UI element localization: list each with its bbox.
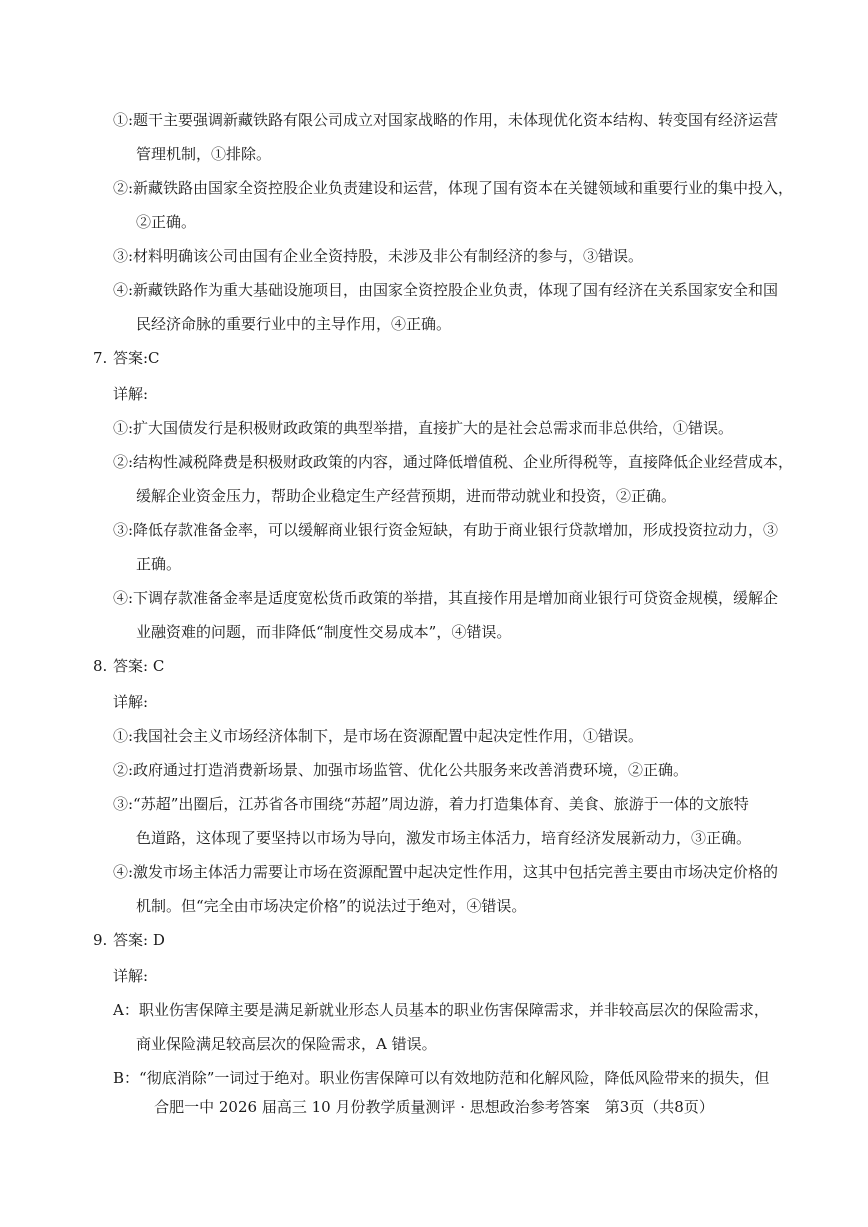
q6-item-1-line-1: ①:题干主要强调新藏铁路有限公司成立对国家战略的作用，未体现优化资本结构、转变国有经济运营 bbox=[113, 111, 779, 129]
q7-item-4-line-2: 业融资难的问题，而非降低“制度性交易成本”，④错误。 bbox=[136, 623, 512, 641]
q8-detail-label: 详解: bbox=[113, 693, 149, 711]
q7-detail-label: 详解: bbox=[113, 385, 149, 403]
page-footer: 合肥一中 2026 届高三 10 月份教学质量测评 · 思想政治参考答案 第3页（共8页） bbox=[154, 1098, 714, 1116]
q9-option-a-line-1: A：职业伤害保障主要是满足新就业形态人员基本的职业伤害保障需求，并非较高层次的保险需求， bbox=[113, 1001, 769, 1019]
q7-item-3-line-2: 正确。 bbox=[136, 555, 182, 573]
q7-number: 7. bbox=[93, 349, 108, 367]
q8-answer: 答案: C bbox=[113, 657, 165, 675]
q9-number: 9. bbox=[93, 931, 108, 949]
q7-item-2-line-2: 缓解企业资金压力，帮助企业稳定生产经营预期，进而带动就业和投资，②正确。 bbox=[136, 487, 677, 505]
q6-item-4-line-2: 民经济命脉的重要行业中的主导作用，④正确。 bbox=[136, 315, 452, 333]
q9-answer: 答案: D bbox=[113, 931, 165, 949]
q8-item-2-line-1: ②:政府通过打造消费新场景、加强市场监管、优化公共服务来改善消费环境，②正确。 bbox=[113, 761, 689, 779]
q7-answer: 答案:C bbox=[113, 349, 160, 367]
q8-item-4-line-2: 机制。但“完全由市场决定价格”的说法过于绝对，④错误。 bbox=[136, 897, 527, 915]
q6-item-1-line-2: 管理机制，①排除。 bbox=[136, 145, 272, 163]
q7-item-2-line-1: ②:结构性减税降费是积极财政政策的内容，通过降低增值税、企业所得税等，直接降低企业经营成本， bbox=[113, 453, 794, 471]
q7-item-1-line-1: ①:扩大国债发行是积极财政政策的典型举措，直接扩大的是社会总需求而非总供给，①错误。 bbox=[113, 419, 734, 437]
q8-number: 8. bbox=[93, 657, 108, 675]
q6-item-4-line-1: ④:新藏铁路作为重大基础设施项目，由国家全资控股企业负责，体现了国有经济在关系国家安全和国 bbox=[113, 281, 779, 299]
q7-item-4-line-1: ④:下调存款准备金率是适度宽松货币政策的举措，其直接作用是增加商业银行可贷资金规模，缓解企 bbox=[113, 589, 779, 607]
q6-item-2-line-2: ②正确。 bbox=[136, 213, 197, 231]
q9-option-b-line-1: B：“彻底消除”一词过于绝对。职业伤害保障可以有效地防范和化解风险，降低风险带来的损失，但 bbox=[113, 1069, 770, 1087]
q8-item-4-line-1: ④:激发市场主体活力需要让市场在资源配置中起决定性作用，这其中包括完善主要由市场决定价格的 bbox=[113, 863, 779, 881]
q8-item-1-line-1: ①:我国社会主义市场经济体制下，是市场在资源配置中起决定性作用，①错误。 bbox=[113, 727, 644, 745]
q8-item-3-line-1: ③:“苏超”出圈后，江苏省各市围绕“苏超”周边游，着力打造集体育、美食、旅游于一体的文旅特 bbox=[113, 795, 749, 813]
q6-item-3-line-1: ③:材料明确该公司由国有企业全资持股，未涉及非公有制经济的参与，③错误。 bbox=[113, 247, 644, 265]
q6-item-2-line-1: ②:新藏铁路由国家全资控股企业负责建设和运营，体现了国有资本在关键领域和重要行业的集中投入， bbox=[113, 179, 794, 197]
q8-item-3-line-2: 色道路，这体现了要坚持以市场为导向，激发市场主体活力，培育经济发展新动力，③正确。 bbox=[136, 829, 752, 847]
q9-option-a-line-2: 商业保险满足较高层次的保险需求，A 错误。 bbox=[136, 1035, 437, 1053]
q7-item-3-line-1: ③:降低存款准备金率，可以缓解商业银行资金短缺，有助于商业银行贷款增加，形成投资拉动力，③ bbox=[113, 521, 779, 539]
q9-detail-label: 详解: bbox=[113, 967, 149, 985]
